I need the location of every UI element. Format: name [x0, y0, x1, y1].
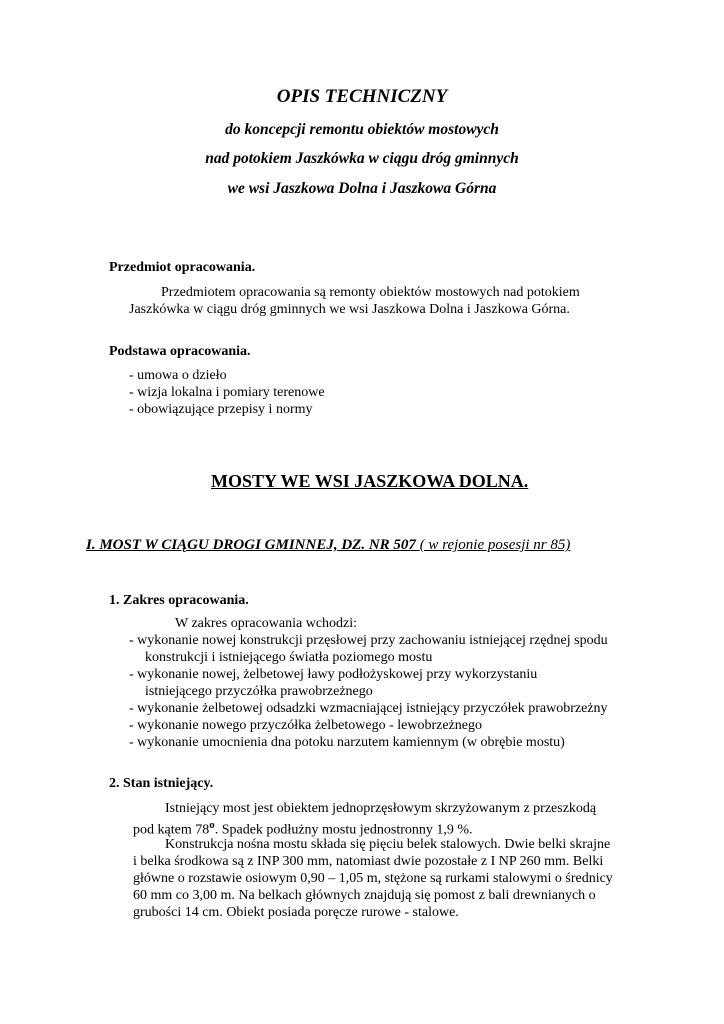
zakres-heading: 1. Zakres opracowania. — [109, 593, 249, 608]
zakres-line: - wykonanie nowej konstrukcji przęsłowej przy zachowaniu istniejącej rzędnej spodu — [129, 633, 608, 648]
przedmiot-line-2: Jaszkówka w ciągu dróg gminnych we wsi Jaszkowa Dolna i Jaszkowa Górna. — [129, 302, 570, 317]
section-title: MOST W CIĄGU DROGI GMINNEJ, DZ. NR 507 — [99, 537, 416, 553]
stan-heading: 2. Stan istniejący. — [109, 776, 214, 791]
stan-p1-line-1: Istniejący most jest obiektem jednoprzęsłowym skrzyżowanym z przeszkodą — [165, 801, 597, 816]
degree-symbol: o — [209, 819, 215, 831]
podstawa-item: - obowiązujące przepisy i normy — [129, 402, 313, 417]
zakres-line: - wykonanie nowego przyczółka żelbetowego - lewobrzeżnego — [129, 718, 482, 733]
section-number: I. — [86, 537, 96, 553]
stan-p2-line: i belka środkowa są z INP 300 mm, natomiast dwie pozostałe z I NP 260 mm. Belki — [133, 854, 604, 869]
przedmiot-line-1: Przedmiotem opracowania są remonty obiektów mostowych nad potokiem — [161, 285, 580, 300]
stan-slope-text: . Spadek podłużny mostu jednostronny 1,9 %. — [214, 822, 473, 838]
stan-p2-line: grubości 14 cm. Obiekt posiada poręcze rurowe - stalowe. — [133, 905, 459, 920]
stan-p2-line: Konstrukcja nośna mostu składa się pięciu belek stalowych. Dwie belki skrajne — [165, 837, 611, 852]
podstawa-item: - umowa o dzieło — [129, 368, 227, 383]
zakres-line: konstrukcji i istniejącego światła poziomego mostu — [145, 650, 433, 665]
zakres-line: - wykonanie żelbetowej odsadzki wzmacniającej istniejący przyczółek prawobrzeżny — [129, 701, 608, 716]
zakres-line: istniejącego przyczółka prawobrzeżnego — [145, 684, 373, 699]
section-note: ( w rejonie posesji nr 85) — [419, 537, 571, 553]
zakres-line: - wykonanie nowej, żelbetowej ławy podłożyskowej przy wykorzystaniu — [129, 667, 538, 682]
podstawa-item: - wizja lokalna i pomiary terenowe — [129, 385, 325, 400]
podstawa-heading: Podstawa opracowania. — [109, 344, 251, 359]
zakres-intro: W zakres opracowania wchodzi: — [175, 616, 358, 631]
subtitle-line-2: nad potokiem Jaszkówka w ciągu dróg gminnych — [205, 150, 519, 167]
document-title: OPIS TECHNICZNY — [276, 86, 448, 107]
subtitle-line-3: we wsi Jaszkowa Dolna i Jaszkowa Górna — [227, 180, 497, 197]
subtitle-line-1: do koncepcji remontu obiektów mostowych — [225, 121, 499, 138]
stan-angle-text: pod kątem 78 — [133, 822, 210, 838]
stan-p2-line: 60 mm co 3,00 m. Na belkach głównych znajdują się pomost z bali drewnianych o — [133, 888, 596, 903]
stan-p2-line: główne o rozstawie osiowym 0,90 – 1,05 m, stężone są rurkami stalowymi o średnicy — [133, 871, 613, 886]
main-heading: MOSTY WE WSI JASZKOWA DOLNA. — [211, 471, 529, 491]
przedmiot-heading: Przedmiot opracowania. — [109, 260, 256, 275]
zakres-line: - wykonanie umocnienia dna potoku narzutem kamiennym (w obrębie mostu) — [129, 735, 565, 750]
section-1-heading — [86, 537, 570, 554]
